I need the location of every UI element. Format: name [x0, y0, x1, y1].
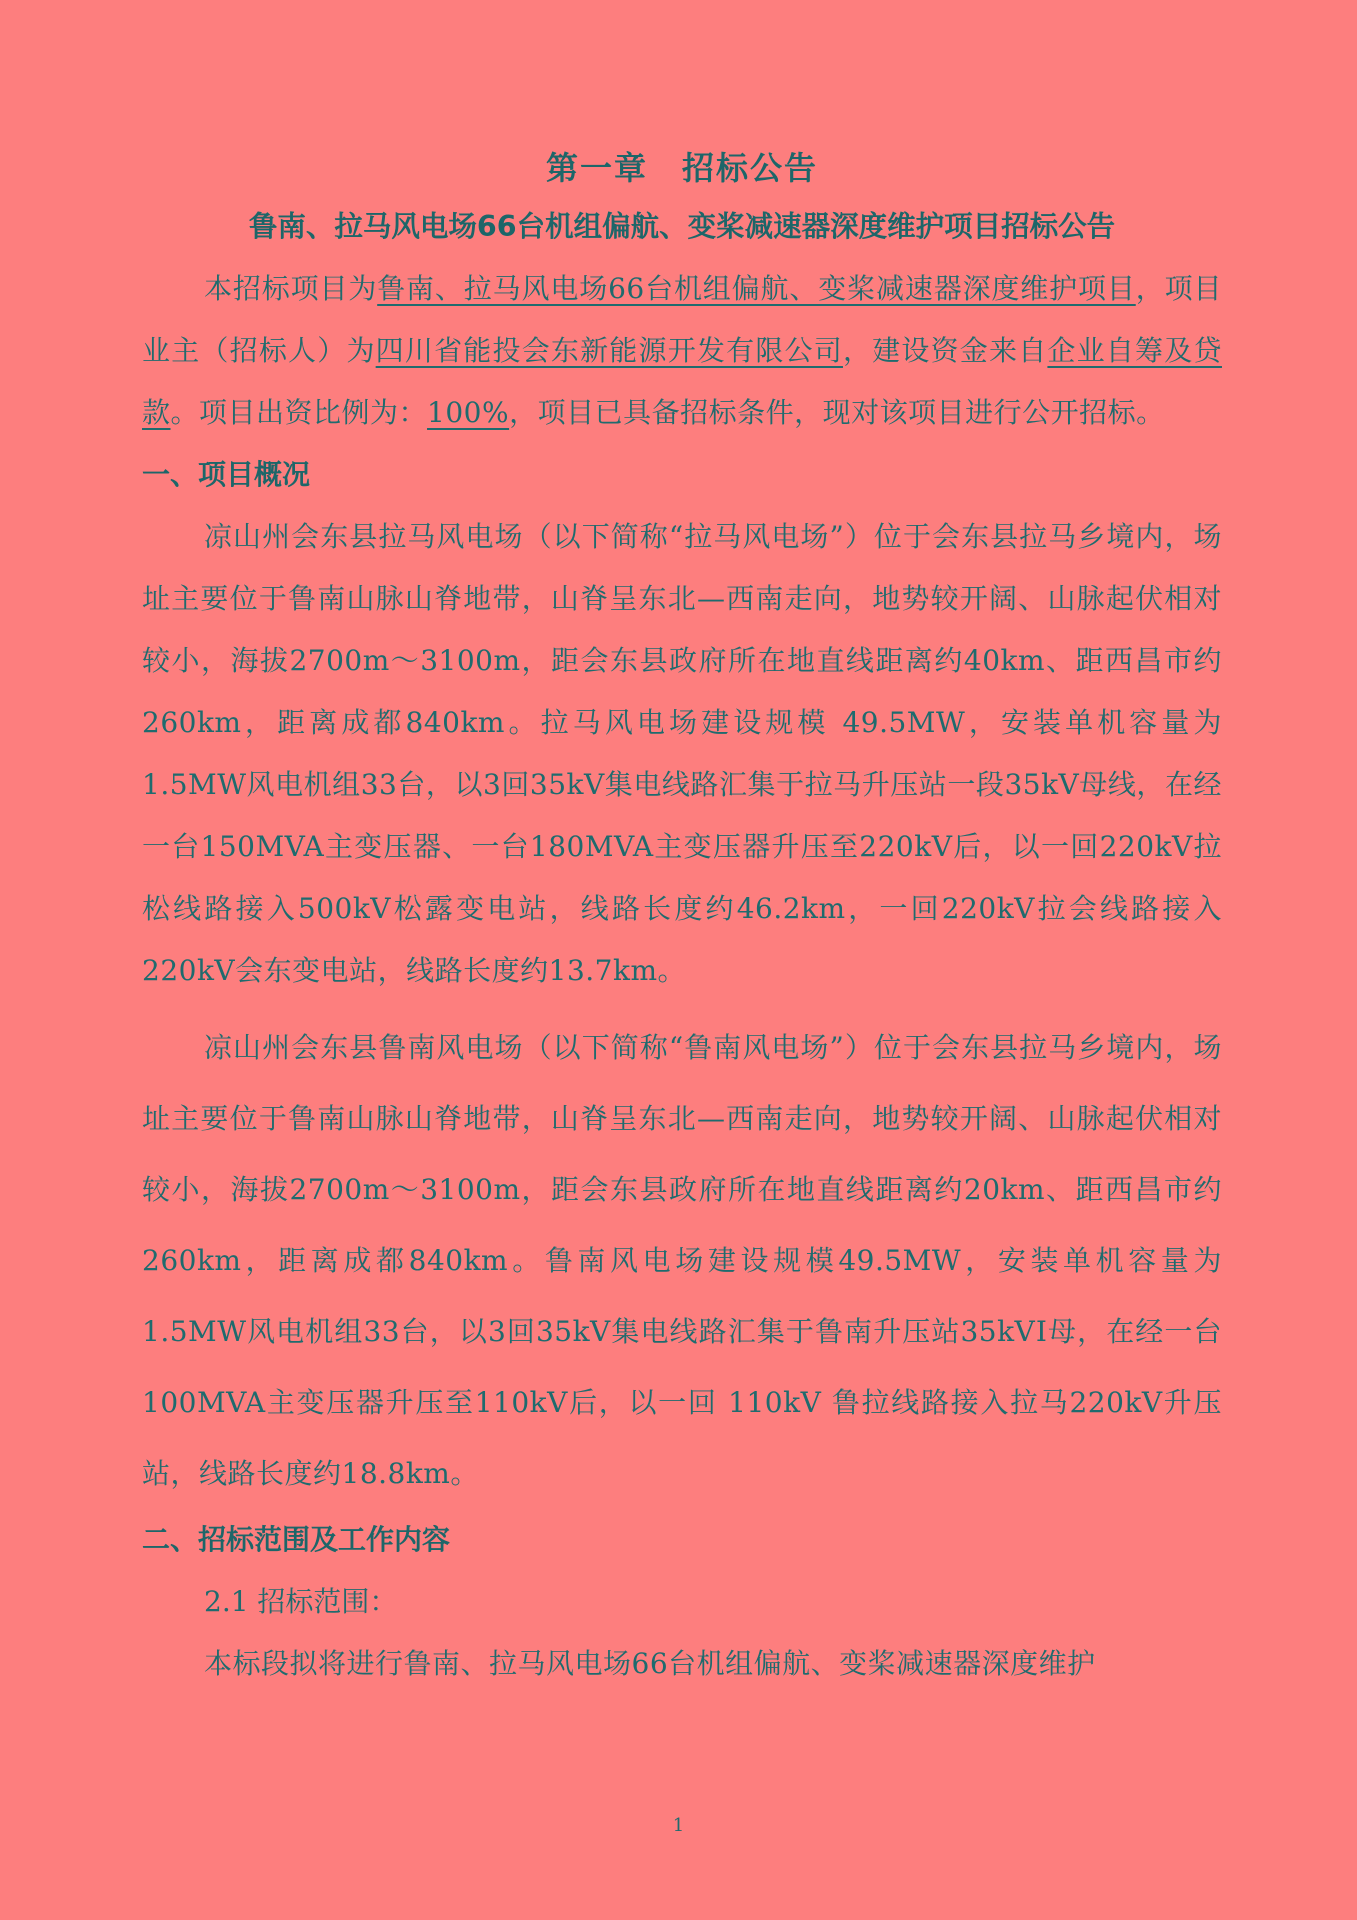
lama-wind-farm-paragraph: 凉山州会东县拉马风电场（以下简称“拉马风电场”）位于会东县拉马乡境内，场址主要位于鲁南山脉山脊地带，山脊呈东北—西南走向，地势较开阔、山脉起伏相对较小，海拔2700m～3100m，距会东县政府所在地直线距离约40km、距西昌市约260km，距离成都840km。拉马风电场建设规模 49.5MW，安装单机容量为1.5MW风电机组33台，以3回35kV集电线路汇集于拉马升压站一段35kV母线，在经一台150MVA主变压器、一台180MVA主变压器升压至220kV后，以一回220kV拉松线路接入500kV松露变电站，线路长度约46.2km，一回220kV拉会线路接入220kV会东变电站，线路长度约13.7km。: [142, 520, 1222, 987]
intro-text-4: 。项目出资比例为：: [170, 396, 428, 429]
intro-paragraph: [142, 258, 1222, 444]
owner-name: 四川省能投会东新能源开发有限公司: [375, 334, 843, 367]
scope-paragraph: 本标段拟将进行鲁南、拉马风电场66台机组偏航、变桨减速器深度维护: [204, 1647, 1096, 1680]
investment-ratio: 100%: [427, 396, 510, 429]
intro-text-3: ，建设资金来自: [842, 334, 1048, 367]
chapter-title: 第一章 招标公告: [545, 149, 818, 187]
intro-text-2: ，项目业主（招标人）为: [142, 272, 1222, 367]
intro-text-1: 本招标项目为: [204, 272, 378, 305]
subsection-2-1-heading: 2.1 招标范围：: [204, 1585, 398, 1618]
document-page: [142, 140, 1222, 1695]
funding-source: 企业自筹及贷款: [142, 334, 1222, 429]
section-2-heading: 二、招标范围及工作内容: [142, 1523, 451, 1556]
section-1-heading: 一、项目概况: [142, 458, 311, 491]
page-number: 1: [672, 1815, 685, 1836]
lunan-wind-farm-paragraph: 凉山州会东县鲁南风电场（以下简称“鲁南风电场”）位于会东县拉马乡境内，场址主要位于鲁南山脉山脊地带，山脊呈东北—西南走向，地势较开阔、山脉起伏相对较小，海拔2700m～3100m，距会东县政府所在地直线距离约20km、距西昌市约260km，距离成都840km。鲁南风电场建设规模49.5MW，安装单机容量为1.5MW风电机组33台，以3回35kV集电线路汇集于鲁南升压站35kVⅠ母，在经一台100MVA主变压器升压至110kV后，以一回 110kV 鲁拉线路接入拉马220kV升压站，线路长度约18.8km。: [142, 1031, 1222, 1490]
project-name: 鲁南、拉马风电场66台机组偏航、变桨减速器深度维护项目: [377, 272, 1136, 305]
intro-text-5: ，项目已具备招标条件，现对该项目进行公开招标。: [509, 396, 1165, 429]
document-title: 鲁南、拉马风电场66台机组偏航、变桨减速器深度维护项目招标公告: [248, 210, 1116, 243]
